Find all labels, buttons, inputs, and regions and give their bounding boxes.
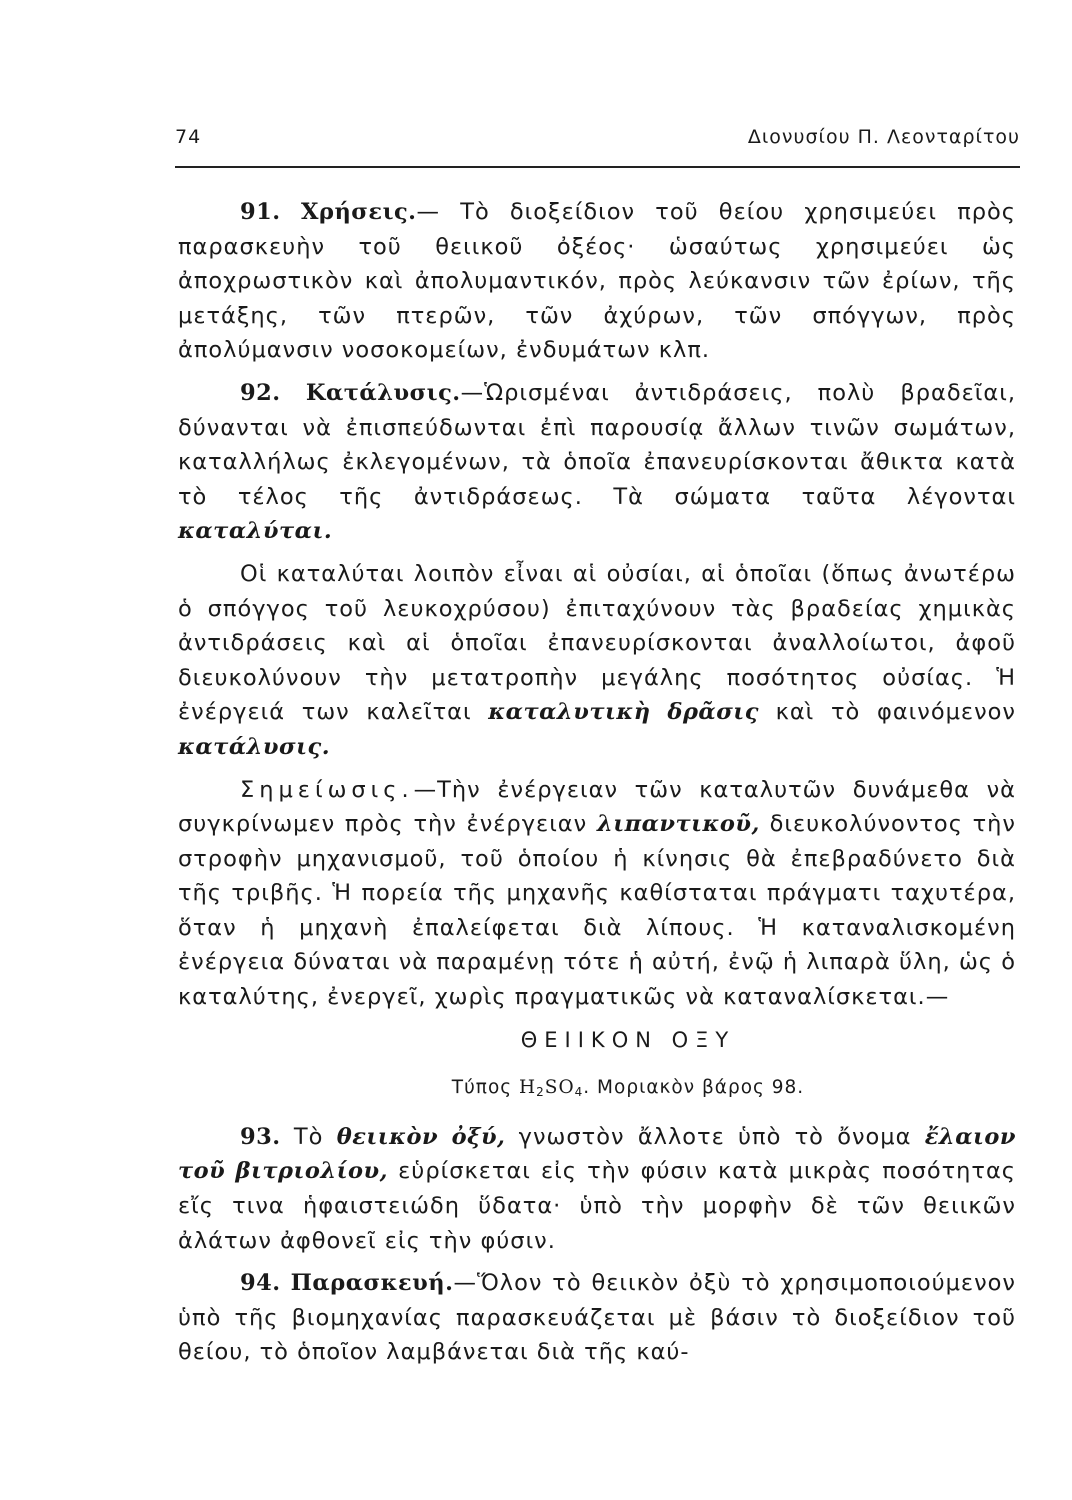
paragraph-94-heading: 94. Παρασκευή. xyxy=(240,1270,454,1297)
note-text: —Τὴν ἐνέργειαν τῶν καταλυτῶν δυνάμεθα νὰ συγκρίνωμεν πρὸς τὴν ἐνέργειαν xyxy=(178,776,1016,838)
paragraph-91-text: — Τὸ διοξείδιον τοῦ θείου χρησιμεύει πρὸς παρασκευὴν τοῦ θειικοῦ ὀξέος· ὡσαύτως χρησιμεύει ὡς ἀποχρωστικὸν καὶ ἀπολυμαντικόν, πρὸς λεύκανσιν τῶν ἐρίων, τῆς μετάξης, τῶν πτερῶν, τῶν ἀχύρων, τῶν σπόγγων, πρὸς ἀπολύμανσιν νοσοκομείων, ἐνδυμάτων κλπ. xyxy=(178,199,1016,364)
formula-h-subscript: 2 xyxy=(536,1085,545,1100)
term-katalytai: καταλύται. xyxy=(178,518,333,545)
formula-label: Τύπος xyxy=(451,1077,513,1099)
paragraph-91 xyxy=(178,195,1016,368)
paragraph-note xyxy=(178,773,1016,1015)
paragraph-94 xyxy=(178,1266,1016,1370)
formula-line xyxy=(178,1071,1016,1106)
page-number: 74 xyxy=(175,126,202,148)
running-head: Διονυσίου Π. Λεονταρίτου xyxy=(747,126,1020,148)
term-katalysis: κατάλυσις. xyxy=(178,733,331,760)
note-text-after: διευκολύνοντος τὴν στροφὴν μηχανισμοῦ, τοῦ ὁποίου ἡ κίνησις θὰ ἐπεβραδύνετο διὰ τῆς τριβῆς. Ἡ πορεία τῆς μηχανῆς καθίσταται πράγματι ταχυτέρα, ὅταν ἡ μηχανὴ ἐπαλείφεται διὰ λίπους. Ἡ καταναλισκομένη ἐνέργεια δύναται νὰ παραμένῃ τότε ἡ αὐτή, ἐνῷ ἡ λιπαρὰ ὕλη, ὡς ὁ καταλύτης, ἐνεργεῖ, χωρὶς πραγματικῶς νὰ καταναλίσκεται.— xyxy=(178,811,1016,1011)
formula-so-subscript: 4 xyxy=(574,1085,584,1100)
paragraph-92 xyxy=(178,376,1016,549)
paragraph-92-heading: 92. Κατάλυσις. xyxy=(240,379,461,406)
paragraph-93-heading: 93. xyxy=(240,1123,281,1150)
page-header xyxy=(175,126,1020,168)
paragraph-catalysts-text-middle: καὶ τὸ φαινόμενον xyxy=(758,699,1016,726)
term-theiikon-oxy: θειικὸν ὀξύ, xyxy=(336,1123,506,1150)
page-body xyxy=(178,195,1016,1378)
paragraph-catalysts xyxy=(178,557,1016,765)
paragraph-93-text-middle: γνωστὸν ἄλλοτε ὑπὸ τὸ ὄνομα xyxy=(505,1123,925,1150)
formula-molar-mass: . Μοριακὸν βάρος 98. xyxy=(583,1077,805,1099)
paragraph-93 xyxy=(178,1120,1016,1258)
paragraph-91-heading: 91. Χρήσεις. xyxy=(240,199,417,225)
formula-so: SO xyxy=(544,1077,575,1099)
paragraph-93-text: Τὸ xyxy=(280,1123,337,1150)
paragraph-94-text: —Ὅλον τὸ θειικὸν ὀξὺ τὸ χρησιμοποιούμενον ὑπὸ τῆς βιομηχανίας παρασκευάζεται μὲ βάσιν τὸ διοξείδιον τοῦ θείου, τὸ ὁποῖον λαμβάνεται διὰ τῆς καύ- xyxy=(178,1270,1016,1366)
formula-h: H xyxy=(519,1077,537,1099)
term-lipantikou: λιπαντικοῦ, xyxy=(596,811,760,838)
paragraph-catalysts-text: Οἱ καταλύται λοιπὸν εἶναι αἱ οὐσίαι, αἱ ὁποῖαι (ὅπως ἀνωτέρω ὁ σπόγγος τοῦ λευκοχρύσου) ἐπιταχύνουν τὰς βραδείας χημικὰς ἀντιδράσεις καὶ αἱ ὁποῖαι ἐπανευρίσκονται ἀναλλοίωτοι, ἀφοῦ διευκολύνουν τὴν μετατροπὴν μεγάλης ποσότητος οὐσίας. Ἡ ἐνέργειά των καλεῖται xyxy=(178,560,1016,726)
term-katalytiki-drasis: καταλυτικὴ δρᾶσις xyxy=(488,699,759,726)
paragraph-92-text: —Ὡρισμέναι ἀντιδράσεις, πολὺ βραδεῖαι, δύνανται νὰ ἐπισπεύδωνται ἐπὶ παρουσίᾳ ἄλλων τινῶν σωμάτων, καταλλήλως ἐκλεγομένων, τὰ ὁποῖα ἐπανευρίσκονται ἄθικτα κατὰ τὸ τέλος τῆς ἀντιδράσεως. Τὰ σώματα ταῦτα λέγονται xyxy=(178,379,1016,510)
term-elaion-vitrioliou: ἔλαιον τοῦ βιτριολίου, xyxy=(178,1123,1017,1185)
section-title: ΘΕΙΙΚΟΝ ΟΞΥ xyxy=(520,1027,736,1052)
paragraph-93-text-after: εὑρίσκεται εἰς τὴν φύσιν κατὰ μικρὰς ποσότητας εἴς τινα ἡφαιστειώδη ὕδατα· ὑπὸ τὴν μορφὴν δὲ τῶν θειικῶν ἀλάτων ἀφθονεῖ εἰς τὴν φύσιν. xyxy=(178,1158,1016,1254)
note-heading: Σημείωσις. xyxy=(240,776,414,803)
